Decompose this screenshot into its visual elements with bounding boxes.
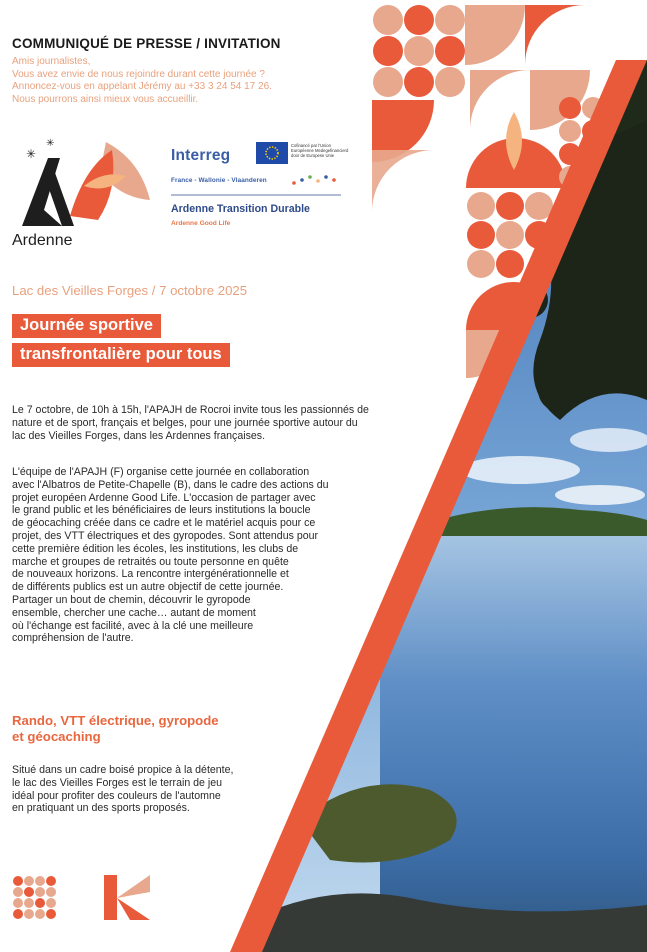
text-line: lac des Vieilles Forges, dans les Ardennes françaises. xyxy=(12,429,266,442)
invite-line: Amis journalistes, xyxy=(12,56,91,67)
star-icon: ✳ xyxy=(46,138,55,149)
subheading-line: et géocaching xyxy=(12,728,101,744)
text-line: cette première édition les écoles, les institutions, les clubs de xyxy=(12,542,299,555)
ardenne-logo-text: Ardenne xyxy=(12,232,73,249)
subheading-line: Rando, VTT électrique, gyropode xyxy=(12,713,219,728)
eu-flag-icon xyxy=(256,142,288,164)
headline-banner xyxy=(12,312,280,376)
intro-paragraph xyxy=(12,404,369,442)
text-line: de différents publics est un autre objectif de cette journée. xyxy=(12,581,284,594)
invite-line: Vous avez envie de nous rejoindre durant cette journée ? xyxy=(12,68,265,80)
text-line: ensemble, chercher une cache… autant de moment xyxy=(12,606,256,619)
headline-line: transfrontalière pour tous xyxy=(12,343,230,367)
closing-paragraph xyxy=(12,764,233,815)
text-line: L'équipe de l'APAJH (F) organise cette journée en collaboration xyxy=(12,466,310,478)
text-line: où l'échange est facilité, avec à la clé une meilleure xyxy=(12,619,254,632)
eu-cofunding-note: Cofinancé par l'Union Européenne Medegefinancierd door de Europese Unie xyxy=(291,143,349,159)
k-logo-icon xyxy=(104,875,150,920)
text-line: Partager un bout de chemin, découvrir le gyropode xyxy=(12,593,251,606)
headline-line: Journée sportive xyxy=(12,314,161,338)
interreg-regions: France - Wallonie - Vlaanderen xyxy=(171,177,267,184)
section-subheading xyxy=(12,713,219,744)
text-line: projet européen Ardenne Good Life. L'occasion de partager avec xyxy=(12,491,316,504)
invite-line: Nous pourrons ainsi mieux vous accueillir. xyxy=(12,93,199,105)
event-location-date: Lac des Vieilles Forges / 7 octobre 2025 xyxy=(12,283,248,298)
text-line: compréhension de l'autre. xyxy=(12,632,134,645)
star-icon: ✳ xyxy=(26,147,37,161)
journalist-invitation xyxy=(12,56,342,106)
text-line: le grand public et les bénéficiaires de leurs institutions la boucle xyxy=(12,504,311,517)
dots-pattern-icon xyxy=(13,876,56,919)
text-line: marche et groupes de retraités ou toute personne en quête xyxy=(12,555,289,568)
document-title: COMMUNIQUÉ DE PRESSE / INVITATION xyxy=(12,36,281,51)
project-subtitle: Ardenne Good Life xyxy=(171,220,231,227)
text-line: Situé dans un cadre boisé propice à la détente, xyxy=(12,764,234,776)
text-line: idéal pour profiter des couleurs de l'automne xyxy=(12,789,221,802)
ardenne-logo xyxy=(22,138,150,226)
text-line: avec l'Albatros de Petite-Chapelle (B), dans le cadre des actions du xyxy=(12,478,329,491)
interreg-logo-text: Interreg xyxy=(171,147,231,164)
text-line: projet, des VTT électriques et des gyropodes. Sont attendus pour xyxy=(12,529,319,542)
text-line: en pratiquant un des sports proposés. xyxy=(12,802,190,815)
text-line: de géocaching créée dans ce cadre et le matériel acquis pour ce xyxy=(12,517,316,530)
text-line: Le 7 octobre, de 10h à 15h, l'APAJH de Rocroi invite tous les passionnés de xyxy=(12,404,369,416)
body-paragraph xyxy=(12,466,328,645)
text-line: de nouveaux horizons. La rencontre intergénérationnelle et xyxy=(12,568,289,581)
text-line: le lac des Vieilles Forges est le terrain de jeu xyxy=(12,776,223,789)
invite-line: Annoncez-vous en appelant Jérémy au +33 3 24 54 17 26. xyxy=(12,81,272,93)
star-icon: ✳ xyxy=(38,182,47,193)
project-name: Ardenne Transition Durable xyxy=(171,203,310,215)
text-line: nature et de sport, français et belges, pour une journée sportive autour du xyxy=(12,416,358,429)
